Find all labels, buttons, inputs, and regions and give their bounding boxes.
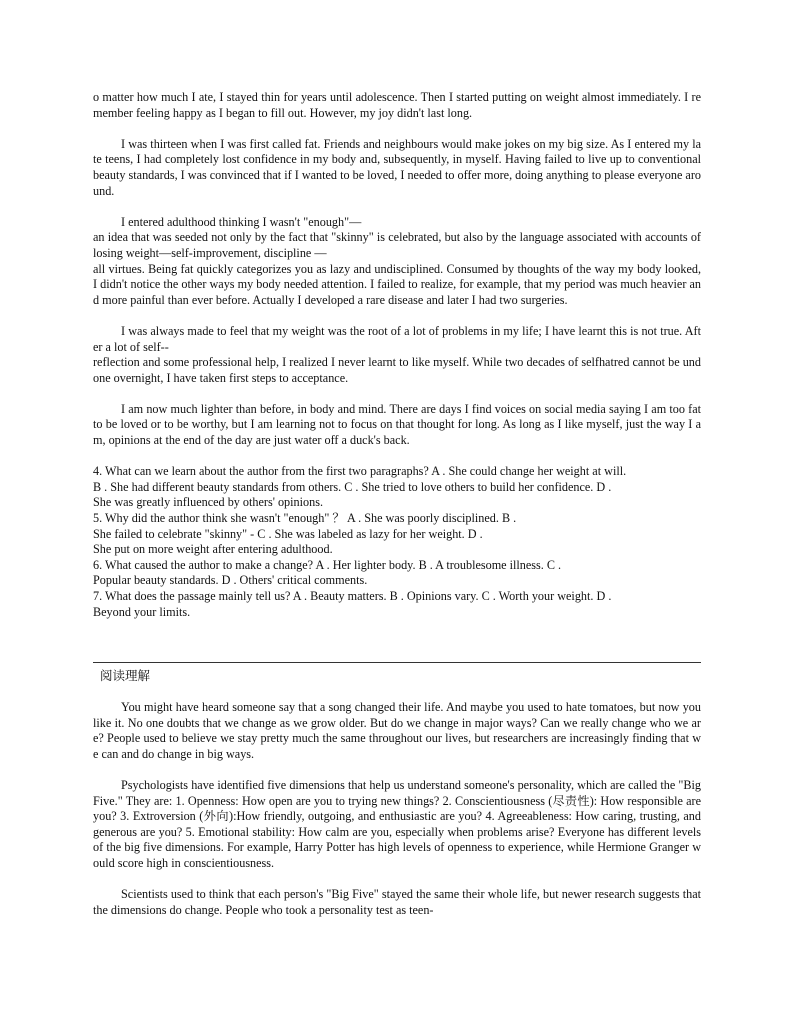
question-7-line-1: 7. What does the passage mainly tell us? A . Beauty matters. B . Opinions vary. C . Worth your weight. D . (93, 589, 612, 603)
question-5-line-2: She failed to celebrate "skinny" - C . She was labeled as lazy for her weight. D . (93, 526, 483, 541)
question-5-line-3: She put on more weight after entering adulthood. (93, 542, 333, 557)
question-list (93, 464, 701, 620)
passage-one (93, 90, 701, 620)
passage-2-paragraph-3: Scientists used to think that each person's "Big Five" stayed the same their whole life, but newer research suggests that the dimensions do change. People who took a personality test as teen- (93, 887, 701, 917)
question-6-line-1: 6. What caused the author to make a change? A . Her lighter body. B . A troublesome illness. C . (93, 557, 562, 572)
question-5-line-1: 5. Why did the author think she wasn't "enough" ？ A . She was poorly disciplined. B . (93, 511, 517, 526)
question-4-line-1: 4. What can we learn about the author from the first two paragraphs? A . She could change her weight at will. (93, 464, 627, 479)
paragraph-4-line-1: I was always made to feel that my weight was the root of a lot of problems in my life; I have learnt this is not true. After a lot of self-- (93, 323, 701, 354)
paragraph-3-line-3: all virtues. Being fat quickly categorizes you as lazy and undisciplined. Consumed by thoughts of the way my body looked, I didn't notice the other ways my body needed attention. I failed to realize, for example, that my period was much heavier and more painful than ever before. Actually I developed a rare disease and later I had two surgeries. (93, 261, 701, 307)
paragraph-3-line-1: I entered adulthood thinking I wasn't "enough"— (121, 214, 362, 229)
question-4-line-3: She was greatly influenced by others' opinions. (93, 495, 323, 510)
passage-2-paragraph-1: You might have heard someone say that a song changed their life. And maybe you used to hate tomatoes, but now you like it. No one doubts that we change as we grow older. But do we change in major ways? Can we really change who we are? People used to believe we stay pretty much the same throughout our lives, but researchers are increasingly finding that we can and do change in big ways. (93, 700, 701, 761)
passage-2-paragraph-2: Psychologists have identified five dimensions that help us understand someone's personality, which are called the "Big Five." They are: 1. Openness: How open are you to trying new things? 2. Conscientiousness (尽责性): How responsible are you? 3. Extroversion (外向):How friendly, outgoing, and enthusiastic are you? 4. Agreeableness: How caring, trusting, and generous are you? 5. Emotional stability: How calm are you, especially when problems arise? Everyone has different levels of the big five dimensions. For example, Harry Potter has high levels of openness to experience, while Hermione Granger would score high in conscientiousness. (93, 777, 701, 870)
paragraph-3-line-2: an idea that was seeded not only by the fact that "skinny" is celebrated, but also by the language associated with accounts of losing weight—self-improvement, discipline — (93, 230, 701, 260)
paragraph-5: I am now much lighter than before, in body and mind. There are days I find voices on social media saying I am too fat to be loved or to be worthy, but I am learning not to focus on that thought for long. As long as I like myself, just the way I am, opinions at the end of the day are just water off a duck's back. (93, 401, 701, 448)
question-4-line-2: B . She had different beauty standards from others. C . She tried to love others to build her confidence. D . (93, 479, 612, 494)
paragraph-4-line-2: reflection and some professional help, I realized I never learnt to like myself. While two decades of selfhatred cannot be undone overnight, I have taken first steps to acceptance. (93, 355, 701, 385)
passage-two (93, 700, 701, 918)
section-divider (93, 662, 701, 663)
paragraph-1: o matter how much I ate, I stayed thin for years until adolescence. Then I started putting on weight almost immediately. I remember feeling happy as I began to fill out. However, my joy didn't last long. (93, 90, 701, 120)
section-heading: 阅读理解 (100, 668, 151, 683)
paragraph-2: I was thirteen when I was first called fat. Friends and neighbours would make jokes on my big size. As I entered my late teens, I had completely lost confidence in my body and, subsequently, in myself. Having failed to live up to conventional beauty standards, I was convinced that if I wanted to be loved, I needed to offer more, doing anything to please everyone around. (93, 136, 701, 198)
question-6-line-2: Popular beauty standards. D . Others' critical comments. (93, 573, 368, 588)
question-7-line-2: Beyond your limits. (93, 604, 191, 619)
